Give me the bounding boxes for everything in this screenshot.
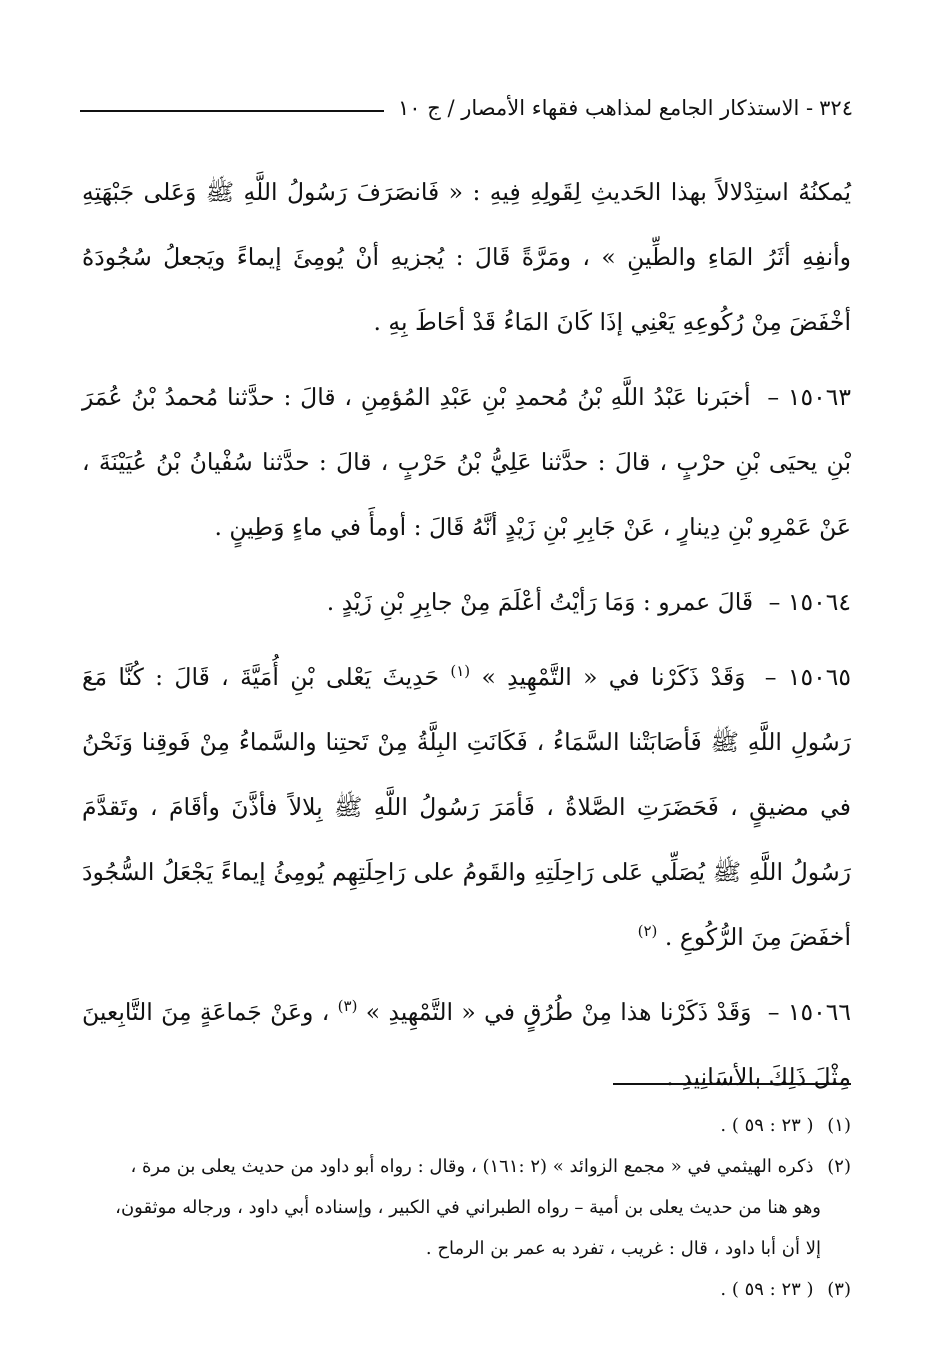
footnote-ref-2[interactable]: (٢) — [637, 922, 658, 941]
footnote-label: (٣) — [827, 1279, 851, 1300]
paragraph-1-text: يُمكنُهُ استِدْلالاً بهذا الحَديثِ لِقَولِهِ فِيهِ : « فَانصَرَفَ رَسُولُ اللَّهِ ﷺ وَعَلى جَبْهَتِهِ وأنفِهِ أثَرُ المَاءِ والطِّينِ » ، ومَرَّةً قَالَ : يُجزيهِ أنْ يُومِئَ إيماءً ويَجعلُ سُجُودَهُ أخْفَضَ مِنْ رُكُوعِهِ يَعْنِي إذَا كَانَ المَاءُ قَدْ أحَاطَ بِهِ . — [82, 178, 851, 336]
footnote-2-continued — [82, 1228, 851, 1269]
hadith-text-part-b: حَدِيثَ يَعْلى بْنِ أُمَيَّةَ ، قَالَ : كُنَّا مَعَ رَسُولِ اللَّهِ ﷺ فَأصَابَتْنا السَّمَاءُ ، فَكَانَتِ البِلَّةُ مِنْ تَحتِنا والسَّماءُ مِنْ فَوقِنا وَنَحْنُ في مضيقٍ ، فَحَضَرَتِ الصَّلاةُ ، فَأمَرَ رَسُولُ اللَّهِ ﷺ بِلالاً فأذَّنَ وأقَامَ ، وتَقدَّمَ رَسُولُ اللَّهِ ﷺ يُصَلِّي عَلى رَاحِلَتِهِ والقَومُ على رَاحِلَتِهِم يُومِئُ إيماءً يَجْعَلُ السُّجُودَ أخفَضَ مِنَ الرُّكُوعِ . — [82, 663, 851, 951]
footnote-3 — [82, 1269, 851, 1310]
hadith-number: ١٥٠٦٤ – — [768, 588, 851, 616]
hadith-text-part-a: وَقَدْ ذَكَرْنا هذا مِنْ طُرُقٍ في « التَّمْهِيدِ » — [365, 998, 752, 1026]
paragraph-15066 — [82, 980, 851, 1110]
running-header — [80, 88, 853, 128]
footnote-ref-3[interactable]: (٣) — [337, 997, 358, 1016]
footnote-2-continued — [82, 1187, 851, 1228]
footnote-text: إلا أن أبا داود ، قال : غريب ، تفرد به عمر بن الرماح . — [425, 1238, 821, 1259]
hadith-text-part-b: ، وعَنْ جَماعَةٍ مِنَ التَّابِعينَ مِثْلَ ذَلِكَ بالأسَانِيدِ . — [82, 998, 851, 1091]
hadith-number: ١٥٠٦٦ – — [767, 998, 851, 1026]
paragraph-15063 — [82, 365, 851, 560]
footnote-separator — [613, 1083, 851, 1085]
hadith-text: أخبَرنا عَبْدُ اللَّهِ بْنُ مُحمدِ بْنِ عَبْدِ المُؤمِنِ ، قالَ : حدَّثنا مُحمدُ بْنُ عُمَرَ بْنِ يحيَى بْنِ حرْبٍ ، قالَ : حدَّثنا عَلِيُّ بْنُ حَرْبٍ ، قالَ : حدَّثنا سُفْيانُ بْنُ عُيَيْنَةَ ، عَنْ عَمْرِو بْنِ دِينارٍ ، عَنْ جَابِرِ بْنِ زَيْدٍ أنَّهُ قَالَ : أومأَ في ماءٍ وَطِينٍ . — [82, 383, 851, 541]
footnote-text: ( ٢٣ : ٥٩ ) . — [720, 1279, 814, 1300]
paragraph-1 — [82, 160, 851, 355]
footnote-text: ذكره الهيثمي في « مجمع الزوائد » (٢ :١٦١) ، وقال : رواه أبو داود من حديث يعلى بن مرة ، — [130, 1156, 814, 1177]
hadith-number: ١٥٠٦٥ – — [764, 663, 851, 691]
footnote-label: (٢) — [827, 1156, 851, 1177]
hadith-text: قَالَ عمرو : وَمَا رَأيْتُ أعْلَمَ مِنْ جابِرِ بْنِ زَيْدٍ . — [326, 588, 754, 616]
paragraph-15065 — [82, 645, 851, 970]
footnotes — [82, 1105, 851, 1310]
footnote-2 — [82, 1146, 851, 1187]
footnote-text: ( ٢٣ : ٥٩ ) . — [720, 1115, 814, 1136]
hadith-number: ١٥٠٦٣ – — [767, 383, 851, 411]
footnote-text: وهو هنا من حديث يعلى بن أمية – رواه الطبراني في الكبير ، وإسناده أبي داود ، ورجاله موثقون، — [115, 1197, 821, 1218]
paragraph-15064 — [82, 570, 851, 635]
page-number: ٣٢٤ — [819, 96, 853, 120]
running-title: - الاستذكار الجامع لمذاهب فقهاء الأمصار / ج ١٠ — [398, 96, 814, 120]
footnote-label: (١) — [827, 1115, 851, 1136]
header-rule — [80, 110, 384, 112]
footnote-ref-1[interactable]: (١) — [450, 662, 471, 681]
footnote-1 — [82, 1105, 851, 1146]
hadith-text-part-a: وَقَدْ ذَكَرْنا في « التَّمْهِيدِ » — [481, 663, 746, 691]
main-text — [82, 160, 851, 1120]
